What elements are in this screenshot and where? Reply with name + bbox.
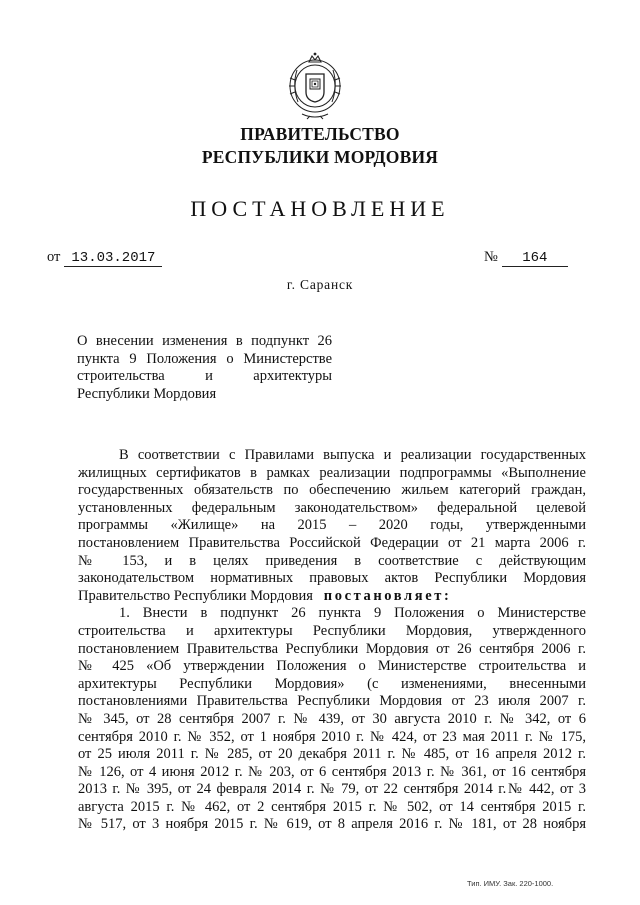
body-line: государственных обязательств по обеспечению жильем категорий граждан, [78,482,586,499]
body-line: постановлением Правительства Российской Федерации от 21 марта 2006 г. [78,534,586,551]
body-line: № 345, от 28 сентября 2007 г. № 439, от 30 августа 2010 г. № 342, от 6 [78,710,586,727]
document-date-field [47,249,162,267]
body-line: законодательством нормативных правовых актов Республики Мордовия [78,570,586,587]
document-number: 164 [502,250,568,267]
body-line: В соответствии с Правилами выпуска и реализации государственных [119,447,586,463]
document-subject: О внесении изменения в подпункт 26 пункта 9 Положения о Министерстве строительства и архитектуры Республики Мордовия [77,333,332,402]
body-line: № 126, от 4 июня 2012 г. № 203, от 6 сентября 2013 г. № 361, от 16 сентября [78,763,586,780]
body-line [78,588,586,606]
body-line: строительства и архитектуры Республики Мордовия, утвержденного [78,622,586,639]
body-line: от 25 июля 2011 г. № 285, от 20 декабря 2011 г. № 485, от 16 апреля 2012 г. [78,746,586,763]
government-name: Правительство Республики Мордовия [78,587,313,604]
date-prefix: от [47,249,61,265]
organization-name-line2: РЕСПУБЛИКИ МОРДОВИЯ [201,147,439,167]
coat-of-arms-emblem [282,48,348,120]
body-line: № 517, от 3 ноября 2015 г. № 619, от 8 апреля 2016 г. № 181, от 28 ноября [78,816,586,833]
body-line: постановлением Правительства Республики Мордовия от 26 сентября 2006 г. [78,640,586,657]
body-line: № 425 «Об утверждении Положения о Министерстве строительства и [78,658,586,675]
organization-name-line1: ПРАВИТЕЛЬСТВО [240,124,400,144]
number-prefix: № [484,249,498,265]
body-line: архитектуры Республики Мордовия» (с изменениями, внесенными [78,675,586,692]
body-line: № 153, и в целях приведения в соответствие с действующим [78,552,586,569]
body-line: постановлениями Правительства Республики Мордовия от 23 июля 2007 г. [78,693,586,710]
body-line: жилищных сертификатов в рамках реализации подпрограммы «Выполнение [78,464,586,481]
resolves-keyword: постановляет: [323,587,452,604]
body-line: программы «Жилище» на 2015 – 2020 годы, утвержденными [78,517,586,534]
print-footer: Тип. ИМУ. Зак. 220-1000. [467,879,554,888]
body-line: 1. Внести в подпункт 26 пункта 9 Положения о Министерстве [119,605,586,622]
body-line: августа 2015 г. № 462, от 2 сентября 2015 г. № 502, от 14 сентября 2015 г. [78,798,586,815]
document-number-field [484,249,568,267]
document-city: г. Саранск [286,277,354,292]
body-line: установленных федеральным законодательством» федеральной целевой [78,499,586,516]
body-line: сентября 2010 г. № 352, от 1 ноября 2010 г. № 424, от 23 мая 2011 г. № 175, [78,728,586,745]
document-type-title: ПОСТАНОВЛЕНИЕ [190,196,450,221]
document-date: 13.03.2017 [64,250,162,267]
document-body [78,447,586,834]
body-line: 2013 г. № 395, от 24 февраля 2014 г. № 79, от 22 сентября 2014 г.№ 442, от 3 [78,781,586,798]
